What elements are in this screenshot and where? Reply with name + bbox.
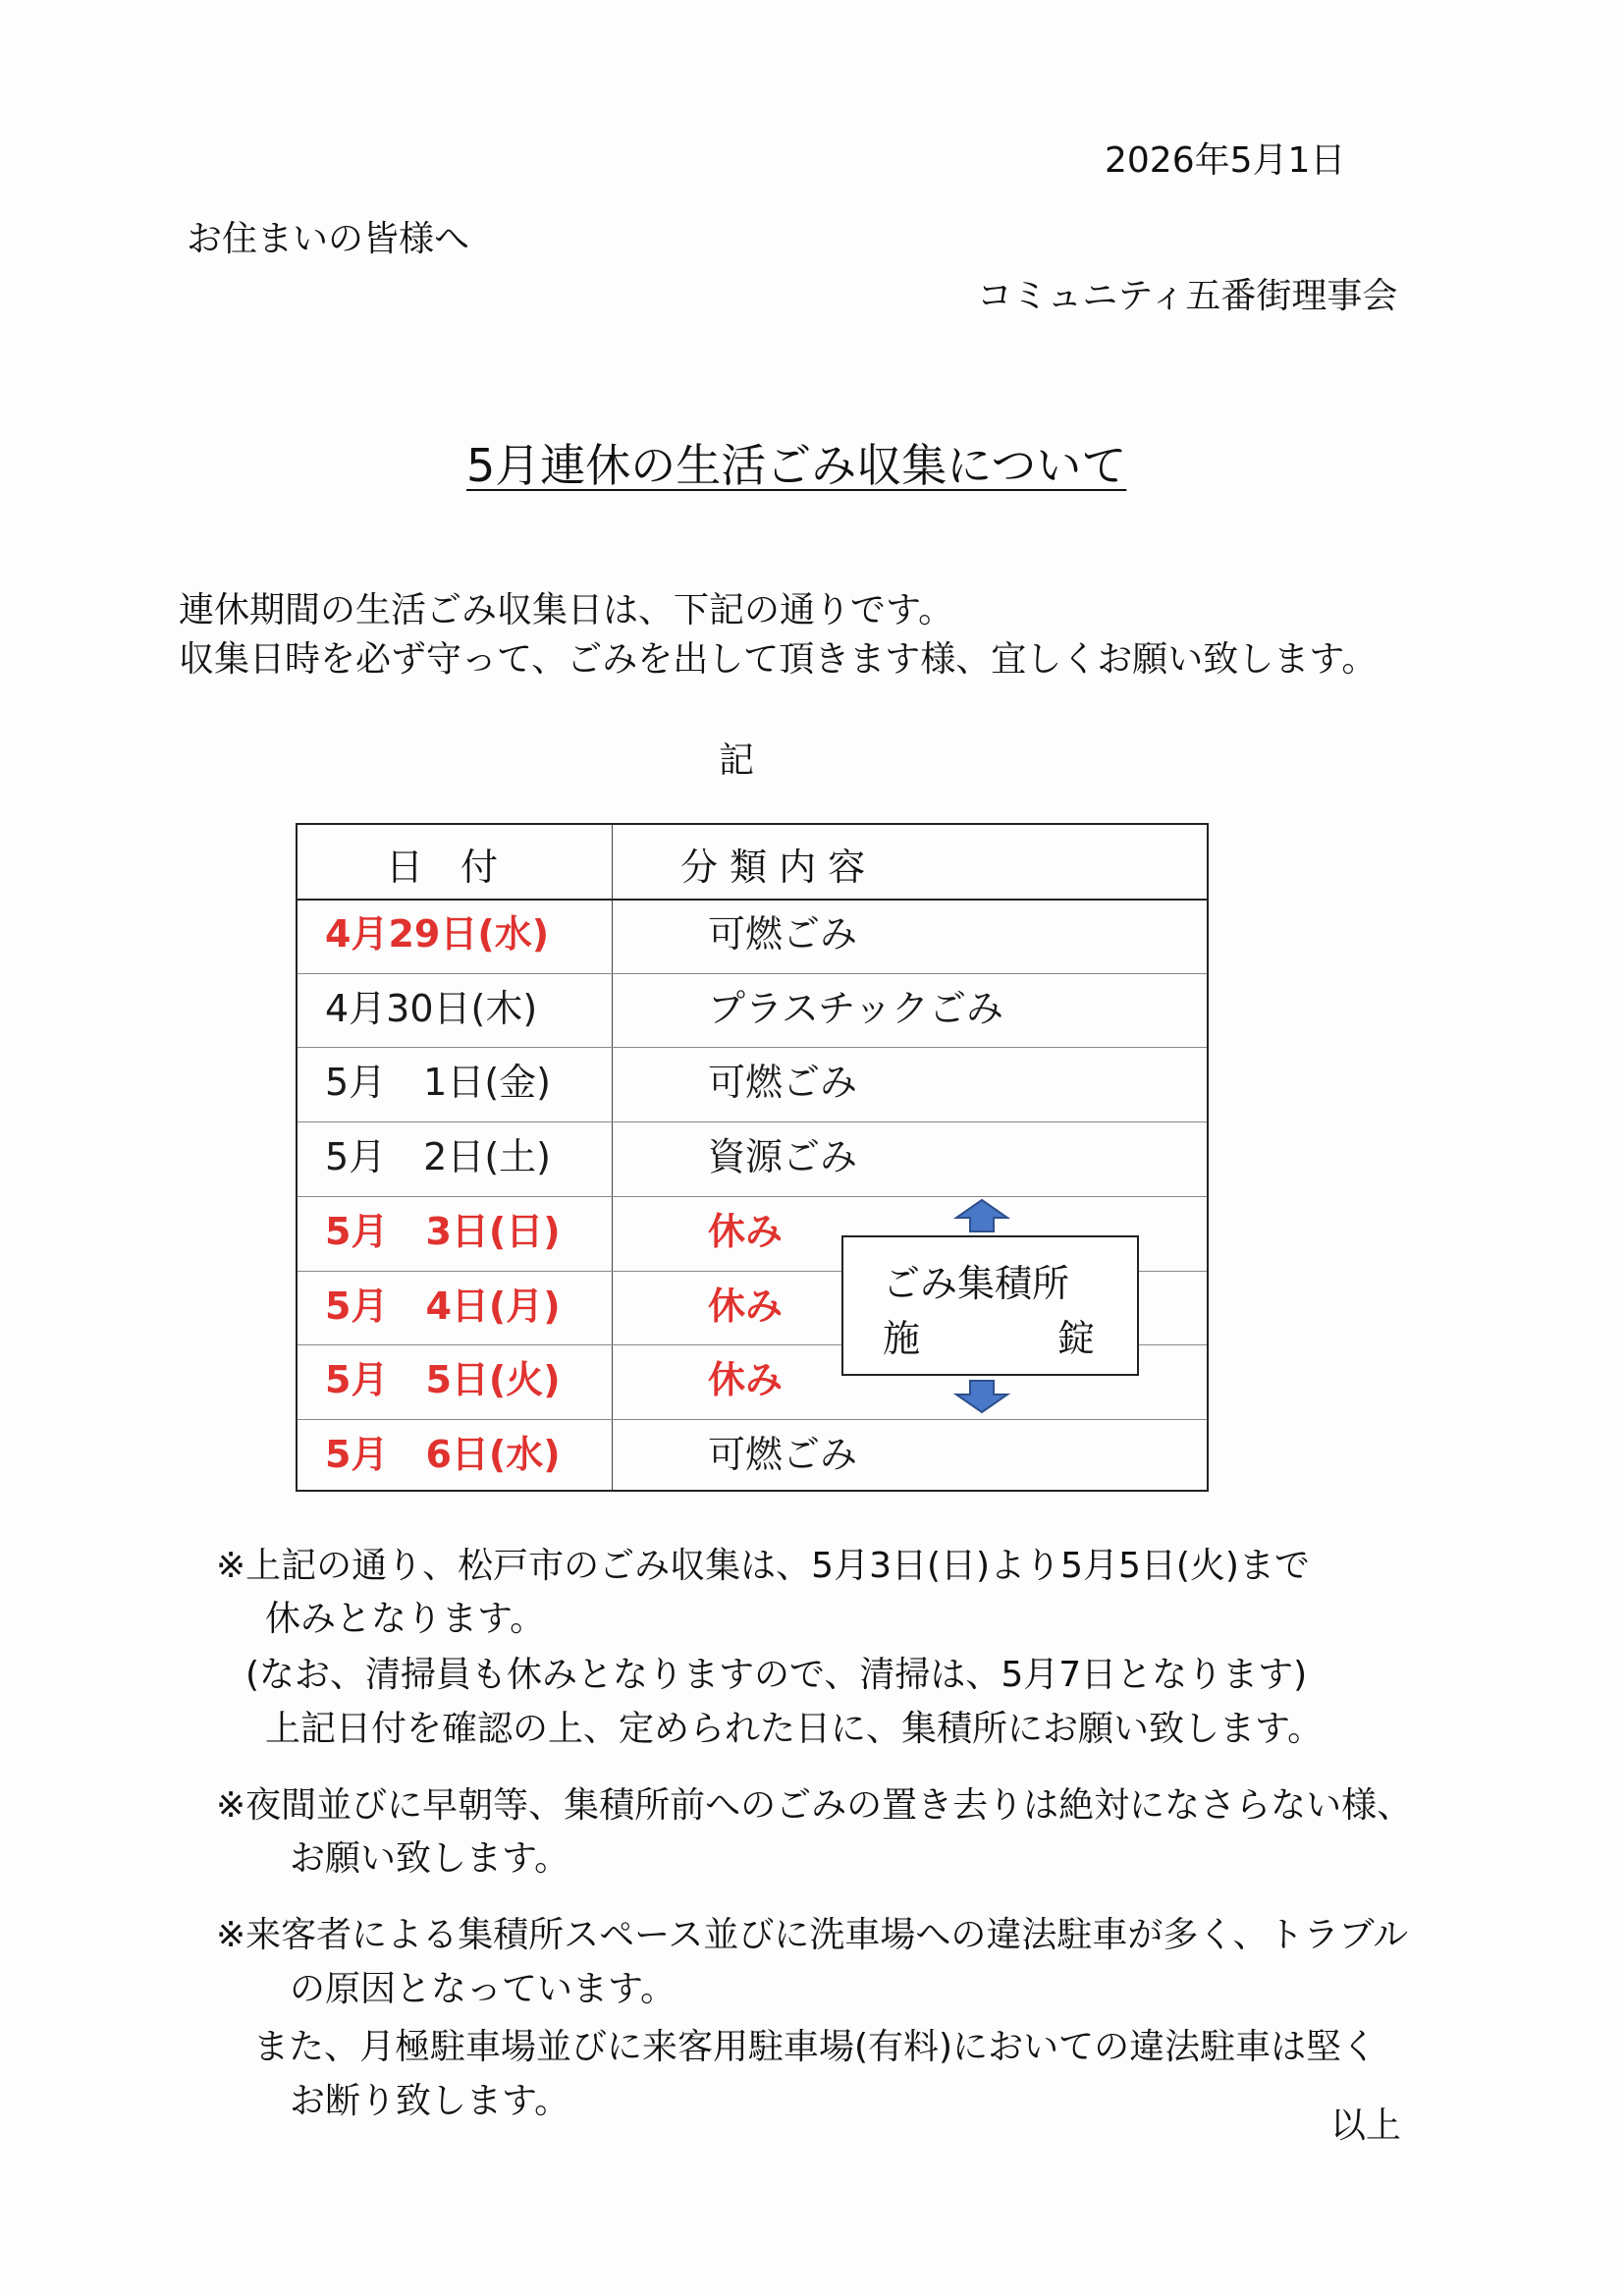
lock-notice-line1: ごみ集積所	[883, 1262, 1070, 1305]
table-cell-category: 可燃ごみ	[708, 912, 858, 956]
note-2-line-2: お願い致します。	[290, 1838, 570, 1879]
sender: コミュニティ五番街理事会	[977, 276, 1398, 316]
table-cell-date: 5月 3日(日)	[325, 1209, 561, 1253]
table-row-divider	[298, 1419, 1207, 1420]
note-3-line-1: ※来客者による集積所スペース並びに洗車場への違法駐車が多く、トラブル	[216, 1915, 1409, 1955]
note-2-line-1: ※夜間並びに早朝等、集積所前へのごみの置き去りは絶対になさらない様、	[216, 1785, 1413, 1826]
note-3-line-4: お断り致します。	[290, 2081, 570, 2121]
page-title: 5月連休の生活ごみ収集について	[466, 439, 1127, 492]
table-row-divider	[298, 973, 1207, 974]
table-cell-date: 4月29日(水)	[325, 912, 550, 956]
note-3-line-3: また、月極駐車場並びに来客用駐車場(有料)においての違法駐車は堅く	[253, 2027, 1378, 2067]
table-cell-date: 5月 1日(金)	[325, 1061, 552, 1105]
table-header-divider	[298, 899, 1207, 901]
arrow-down-icon	[952, 1379, 1011, 1414]
note-1-line-3: (なお、清掃員も休みとなりますので、清掃は、5月7日となります)	[245, 1655, 1308, 1695]
table-cell-category: 休み	[708, 1358, 784, 1402]
schedule-table	[296, 823, 1209, 1492]
table-cell-date: 5月 2日(土)	[325, 1135, 552, 1179]
addressee: お住まいの皆様へ	[187, 219, 470, 259]
lock-notice-line2b: 錠	[1057, 1317, 1096, 1360]
closing-text: 以上	[1330, 2105, 1402, 2146]
note-3-line-2: の原因となっています。	[290, 1969, 677, 2009]
note-1-line-2: 休みとなります。	[265, 1599, 546, 1639]
letter-date: 2026年5月1日	[1105, 140, 1346, 181]
table-cell-category: 可燃ごみ	[708, 1061, 858, 1105]
note-1-line-4: 上記日付を確認の上、定められた日に、集積所にお願い致します。	[265, 1709, 1324, 1749]
table-cell-category: 休み	[708, 1209, 784, 1253]
table-header-category: 分 類 内 容	[680, 846, 866, 889]
table-cell-date: 5月 5日(火)	[325, 1358, 561, 1402]
table-cell-category: 可燃ごみ	[708, 1432, 858, 1476]
lock-notice-line2a: 施	[883, 1317, 921, 1360]
table-cell-date: 5月 6日(水)	[325, 1432, 561, 1476]
table-row-divider	[298, 1047, 1207, 1048]
note-1-line-1: ※上記の通り、松戸市のごみ収集は、5月3日(日)より5月5日(火)まで	[216, 1546, 1310, 1586]
lock-notice-box	[841, 1235, 1139, 1376]
table-row-divider	[298, 1121, 1207, 1122]
table-header-date: 日 付	[386, 846, 499, 889]
table-cell-category: 資源ごみ	[708, 1135, 858, 1179]
table-row-divider	[298, 1196, 1207, 1197]
intro-line-2: 収集日時を必ず守って、ごみを出して頂きます様、宜しくお願い致します。	[179, 639, 1378, 680]
table-cell-date: 4月30日(木)	[325, 986, 538, 1030]
table-cell-category: 休み	[708, 1284, 784, 1328]
table-cell-date: 5月 4日(月)	[325, 1284, 561, 1328]
intro-line-1: 連休期間の生活ごみ収集日は、下記の通りです。	[179, 590, 954, 630]
arrow-up-icon	[952, 1198, 1011, 1233]
ki-heading: 記	[719, 740, 755, 781]
table-column-divider	[612, 825, 613, 1490]
table-cell-category: プラスチックごみ	[708, 986, 1003, 1030]
